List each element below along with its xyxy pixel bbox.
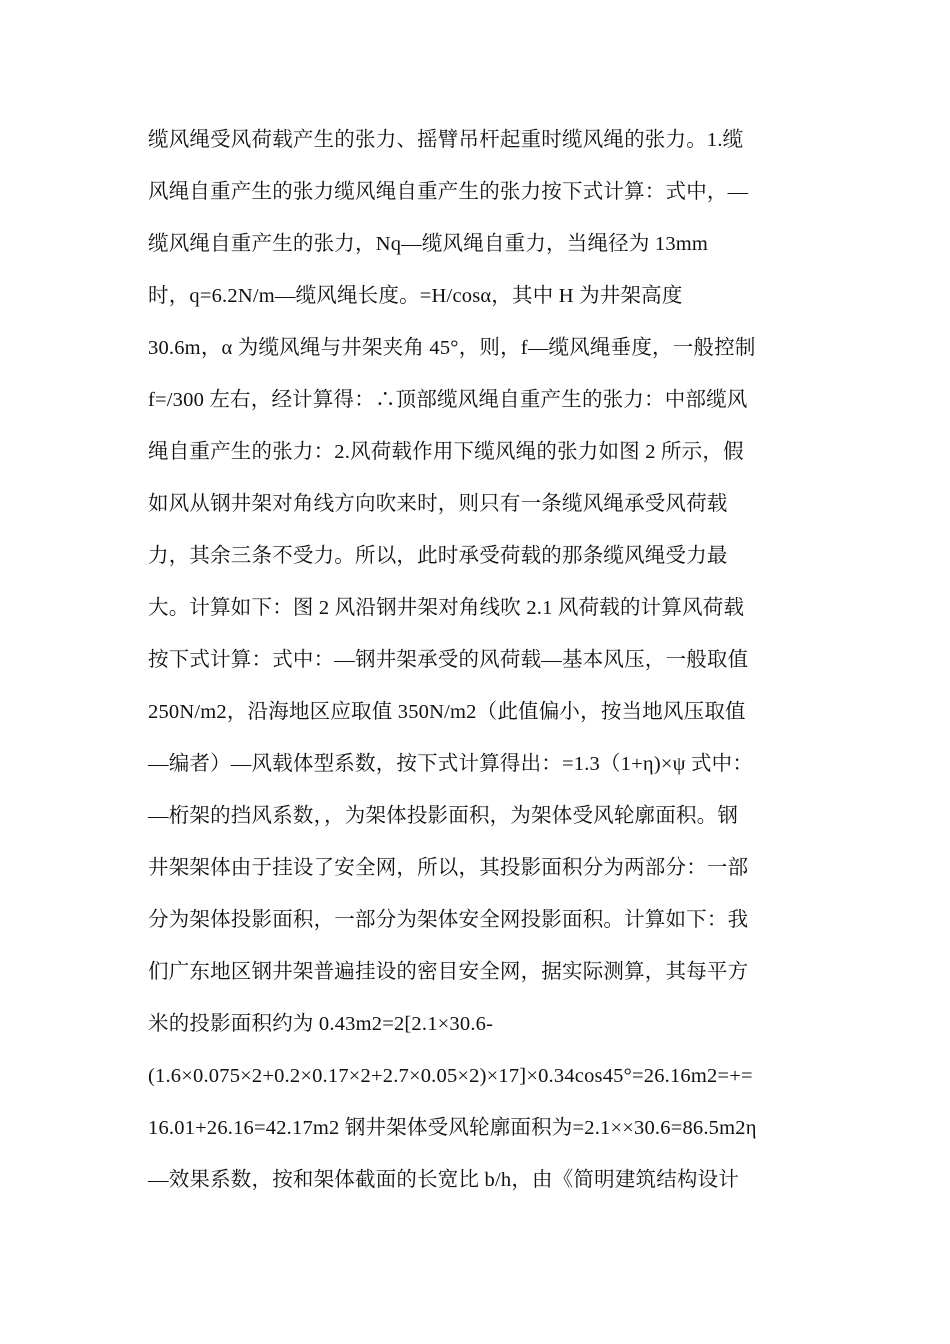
text-line: 力，其余三条不受力。所以，此时承受荷载的那条缆风绳受力最 xyxy=(148,545,728,567)
text-line: 如风从钢井架对角线方向吹来时，则只有一条缆风绳承受风荷载 xyxy=(148,493,728,515)
text-line: 按下式计算：式中：—钢井架承受的风荷载—基本风压，一般取值 xyxy=(148,649,749,671)
text-line: 缆风绳受风荷载产生的张力、摇臂吊杆起重时缆风绳的张力。1.缆 xyxy=(148,129,744,151)
text-line: 风绳自重产生的张力缆风绳自重产生的张力按下式计算：式中，— xyxy=(148,181,749,203)
text-line: 绳自重产生的张力：2.风荷载作用下缆风绳的张力如图 2 所示，假 xyxy=(148,441,744,463)
text-line: —桁架的挡风系数，，为架体投影面积，为架体受风轮廓面积。钢 xyxy=(148,805,739,827)
text-line: 时，q=6.2N/m—缆风绳长度。=H/cosα，其中 H 为井架高度 xyxy=(148,285,683,307)
text-line: —编者）—风载体型系数，按下式计算得出：=1.3（1+η)×ψ 式中： xyxy=(148,753,754,775)
text-line: (1.6×0.075×2+0.2×0.17×2+2.7×0.05×2)×17]×0.34cos45°=26.16m2=+= xyxy=(148,1065,753,1087)
text-line: 30.6m，α 为缆风绳与井架夹角 45°，则，f—缆风绳垂度，一般控制 xyxy=(148,337,756,359)
text-line: 缆风绳自重产生的张力，Nq—缆风绳自重力，当绳径为 13mm xyxy=(148,233,709,255)
text-line: 16.01+26.16=42.17m2 钢井架体受风轮廓面积为=2.1××30.6=86.5m2η xyxy=(148,1117,757,1139)
text-line: 250N/m2，沿海地区应取值 350N/m2（此值偏小，按当地风压取值 xyxy=(148,701,746,723)
text-line: —效果系数，按和架体截面的长宽比 b/h，由《简明建筑结构设计 xyxy=(148,1169,740,1191)
text-line: 米的投影面积约为 0.43m2=2[2.1×30.6- xyxy=(148,1013,494,1035)
text-line: 大。计算如下：图 2 风沿钢井架对角线吹 2.1 风荷载的计算风荷载 xyxy=(148,597,745,619)
body-text xyxy=(148,114,813,1206)
text-line: 们广东地区钢井架普遍挂设的密目安全网，据实际测算，其每平方 xyxy=(148,961,749,983)
text-line: 井架架体由于挂设了安全网，所以，其投影面积分为两部分：一部 xyxy=(148,857,749,879)
text-line: 分为架体投影面积，一部分为架体安全网投影面积。计算如下：我 xyxy=(148,909,749,931)
text-line: f=/300 左右，经计算得：∴顶部缆风绳自重产生的张力：中部缆风 xyxy=(148,389,748,411)
